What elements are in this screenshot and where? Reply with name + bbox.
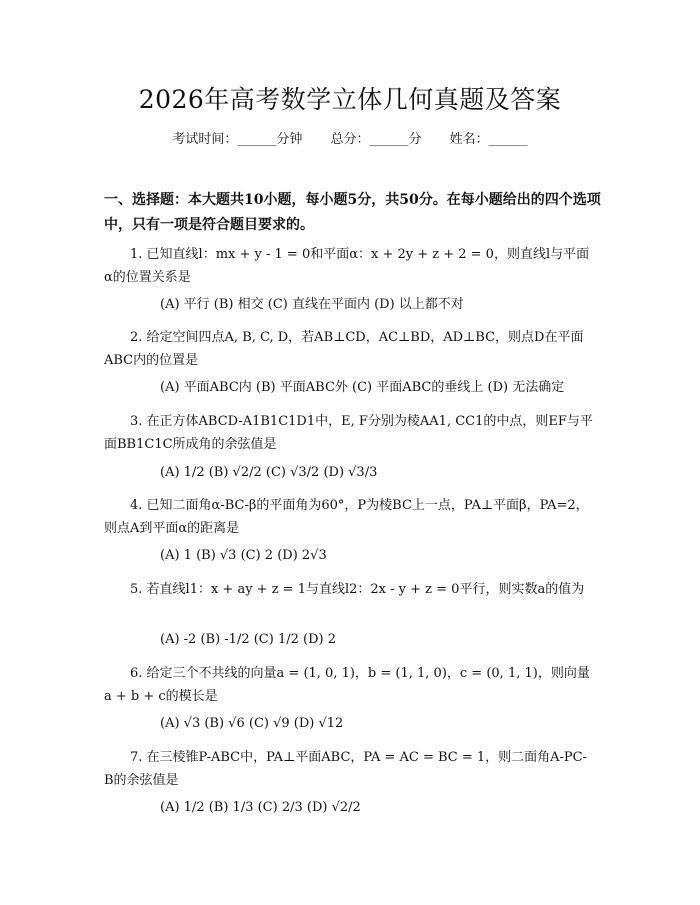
- question-6-options: (A) √3 (B) √6 (C) √9 (D) √12: [160, 716, 344, 731]
- question-5-text: 5. 若直线l1：x + ay + z = 1与直线l2：2x - y + z = 0平行，则实数a的值为: [130, 582, 585, 597]
- question-1-text: 1. 已知直线l：mx + y - 1 = 0和平面α：x + 2y + z + 2 = 0，则直线l与平面α的位置关系是: [104, 247, 590, 285]
- question-7-text: 7. 在三棱锥P-ABC中，PA⊥平面ABC，PA = AC = BC = 1，则二面角A-PC-B的余弦值是: [104, 750, 588, 788]
- question-4-options: (A) 1 (B) √3 (C) 2 (D) 2√3: [160, 548, 327, 563]
- question-3-text: 3. 在正方体ABCD-A1B1C1D1中，E, F分别为棱AA1, CC1的中点，则EF与平面BB1C1C所成角的余弦值是: [104, 414, 593, 452]
- question-7-options: (A) 1/2 (B) 1/3 (C) 2/3 (D) √2/2: [160, 800, 361, 815]
- question-4-text: 4. 已知二面角α-BC-β的平面角为60°，P为棱BC上一点，PA⊥平面β，PA=2，则点A到平面α的距离是: [104, 498, 589, 536]
- question-2-options: (A) 平面ABC内 (B) 平面ABC外 (C) 平面ABC的垂线上 (D) 无法确定: [160, 380, 565, 395]
- exam-title: 2026年高考数学立体几何真题及答案: [138, 85, 562, 114]
- section-heading: 一、选择题：本大题共10小题，每小题5分，共50分。在每小题给出的四个选项中，只有一项是符合题目要求的。: [104, 192, 601, 233]
- question-6-text: 6. 给定三个不共线的向量a = (1, 0, 1)，b = (1, 1, 0)，c = (0, 1, 1)，则向量a + b + c的模长是: [104, 666, 590, 704]
- question-5-options: (A) -2 (B) -1/2 (C) 1/2 (D) 2: [160, 632, 336, 647]
- score-field: 总分：______分: [330, 132, 422, 147]
- question-2-text: 2. 给定空间四点A, B, C, D，若AB⊥CD，AC⊥BD，AD⊥BC，则点D在平面ABC内的位置是: [104, 330, 584, 368]
- question-3-options: (A) 1/2 (B) √2/2 (C) √3/2 (D) √3/3: [160, 465, 378, 480]
- question-1-options: (A) 平行 (B) 相交 (C) 直线在平面内 (D) 以上都不对: [160, 297, 464, 312]
- name-field: 姓名：______: [449, 132, 528, 147]
- time-field: 考试时间：______分钟: [172, 132, 303, 147]
- exam-meta: [0, 130, 700, 150]
